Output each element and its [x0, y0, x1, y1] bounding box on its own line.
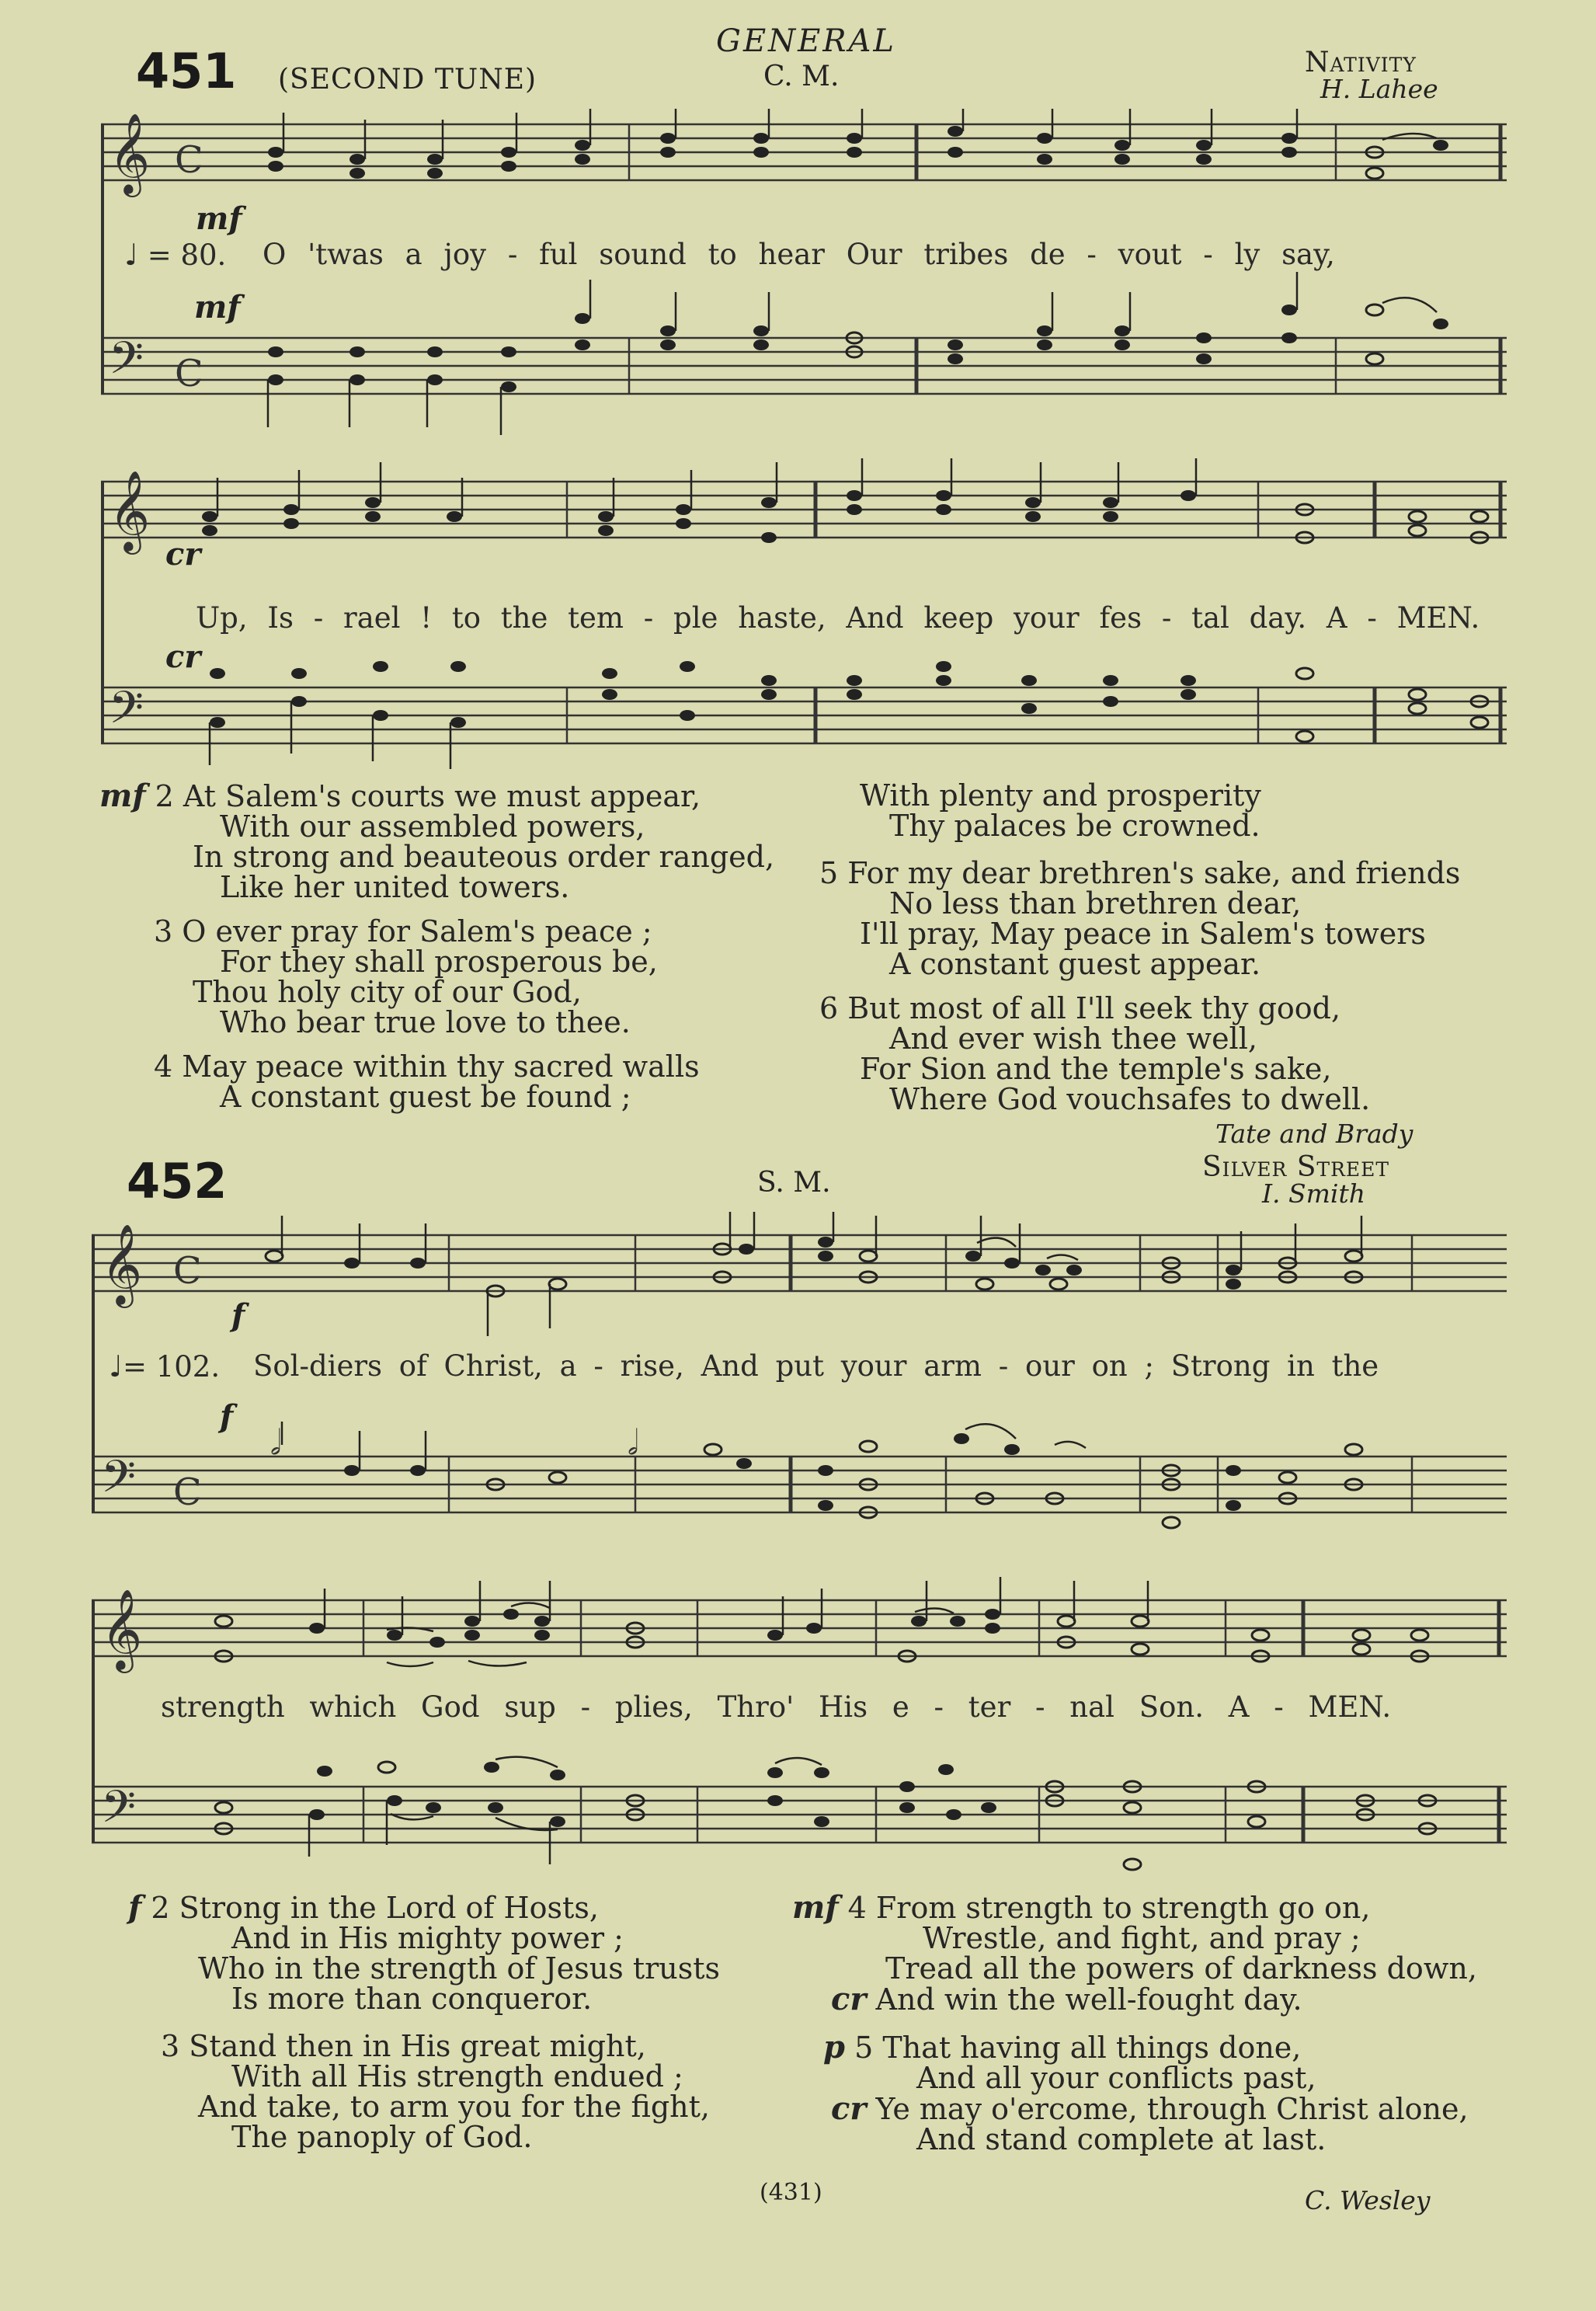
verse: f 2 Strong in the Lord of Hosts, And in His mighty power ; Who in the strength of Jesus trusts Is more than conqueror.	[128, 1889, 721, 2016]
lyrics-line: O 'twas a joy - ful sound to hear Our tribes de - vout - ly say,	[263, 238, 1335, 271]
svg-text:C: C	[173, 1249, 202, 1293]
svg-text:𝅗𝅥: 𝅗𝅥	[270, 1423, 281, 1463]
svg-text:𝄢: 𝄢	[101, 1450, 137, 1514]
svg-text:𝄞: 𝄞	[109, 470, 151, 552]
verse: p 5 That having all things done, And all your conflicts past,	[823, 2029, 1316, 2095]
dynamic-mark: f	[231, 1297, 245, 1334]
svg-text:𝄢: 𝄢	[101, 1780, 137, 1844]
attribution: Tate and Brady	[1215, 1119, 1413, 1149]
verse: 3 Stand then in His great might, With all His strength endued ; And take, to arm you for the fight, The panoply of God.	[161, 2029, 710, 2154]
verse: 3 O ever pray for Salem's peace ; For they shall prosperous be, Thou holy city of our God, Who bear true love to thee.	[154, 914, 658, 1039]
composer: H. Lahee	[1320, 74, 1438, 104]
lyrics-line: Up, Is - rael ! to the tem - ple haste, And keep your fes - tal day. A - MEN.	[196, 601, 1480, 635]
hymn-meter: C. M.	[763, 61, 840, 92]
tune-name: Silver Street	[1202, 1151, 1390, 1183]
hymn-meter: S. M.	[757, 1167, 831, 1199]
svg-text:C: C	[173, 1470, 202, 1514]
verse: 6 But most of all I'll seek thy good, And ever wish thee well, For Sion and the temple's sake, Where God vouchsafes to dwell.	[819, 991, 1371, 1116]
music-system-3	[92, 1212, 1507, 1577]
svg-text:𝄢: 𝄢	[109, 681, 144, 745]
music-system-4	[92, 1577, 1507, 1895]
composer: I. Smith	[1262, 1178, 1365, 1209]
svg-text:C: C	[175, 138, 203, 182]
crescendo-mark-bass: cr	[165, 639, 201, 675]
hymn-subtitle: (SECOND TUNE)	[278, 64, 537, 96]
hymn-number: 452	[127, 1153, 228, 1209]
dynamic-mark-bass: f	[220, 1398, 234, 1435]
verses-right	[819, 778, 1461, 1116]
verse: cr And win the well-fought day.	[831, 1981, 1302, 2017]
svg-text:𝄞: 𝄞	[101, 1589, 143, 1670]
verse: With plenty and prosperity Thy palaces be crowned.	[860, 778, 1261, 843]
music-system-1	[101, 109, 1507, 451]
lyrics-line: Sol-diers of Christ, a - rise, And put your arm - our on ; Strong in the	[253, 1349, 1379, 1383]
verse: 4 May peace within thy sacred walls A constant guest be found ;	[154, 1049, 700, 1114]
hymn-number: 451	[136, 43, 237, 99]
quarter-note-icon: ♩	[124, 238, 138, 272]
tempo-marking: ♩ = 80.	[124, 238, 227, 272]
svg-text:𝅗𝅥: 𝅗𝅥	[628, 1423, 638, 1463]
dynamic-mark: mf	[196, 200, 242, 237]
tempo-marking: ♩= 102.	[109, 1349, 221, 1383]
verses-left	[99, 778, 775, 1114]
tune-name: Nativity	[1305, 47, 1417, 78]
verses-left	[128, 1889, 721, 2154]
section-heading: GENERAL	[716, 23, 896, 59]
dynamic-mark-bass: mf	[194, 289, 241, 325]
svg-text:𝄢: 𝄢	[109, 332, 144, 395]
crescendo-mark: cr	[165, 536, 201, 573]
verse: mf 4 From strength to strength go on, Wrestle, and fight, and pray ;	[792, 1889, 1371, 1955]
svg-text:𝄞: 𝄞	[101, 1223, 143, 1305]
attribution: C. Wesley	[1305, 2185, 1431, 2215]
verse: 5 For my dear brethren's sake, and friends No less than brethren dear, I'll pray, May peace in Salem's towers A constant guest appear.	[819, 856, 1461, 981]
lyrics-line: strength which God sup - plies, Thro' His e - ter - nal Son. A - MEN.	[161, 1690, 1392, 1724]
page-number: (431)	[760, 2179, 822, 2206]
svg-text:C: C	[175, 352, 203, 395]
verses-right	[792, 1889, 1477, 2156]
quarter-note-icon: ♩	[109, 1349, 123, 1383]
svg-text:𝄞: 𝄞	[109, 113, 151, 194]
verse: mf 2 At Salem's courts we must appear, With our assembled powers, In strong and beauteous order ranged, Like her united towers.	[99, 778, 775, 904]
verse: cr Ye may o'ercome, through Christ alone, And stand complete at last.	[831, 2090, 1469, 2156]
verse: Tread all the powers of darkness down,	[885, 1951, 1477, 1986]
